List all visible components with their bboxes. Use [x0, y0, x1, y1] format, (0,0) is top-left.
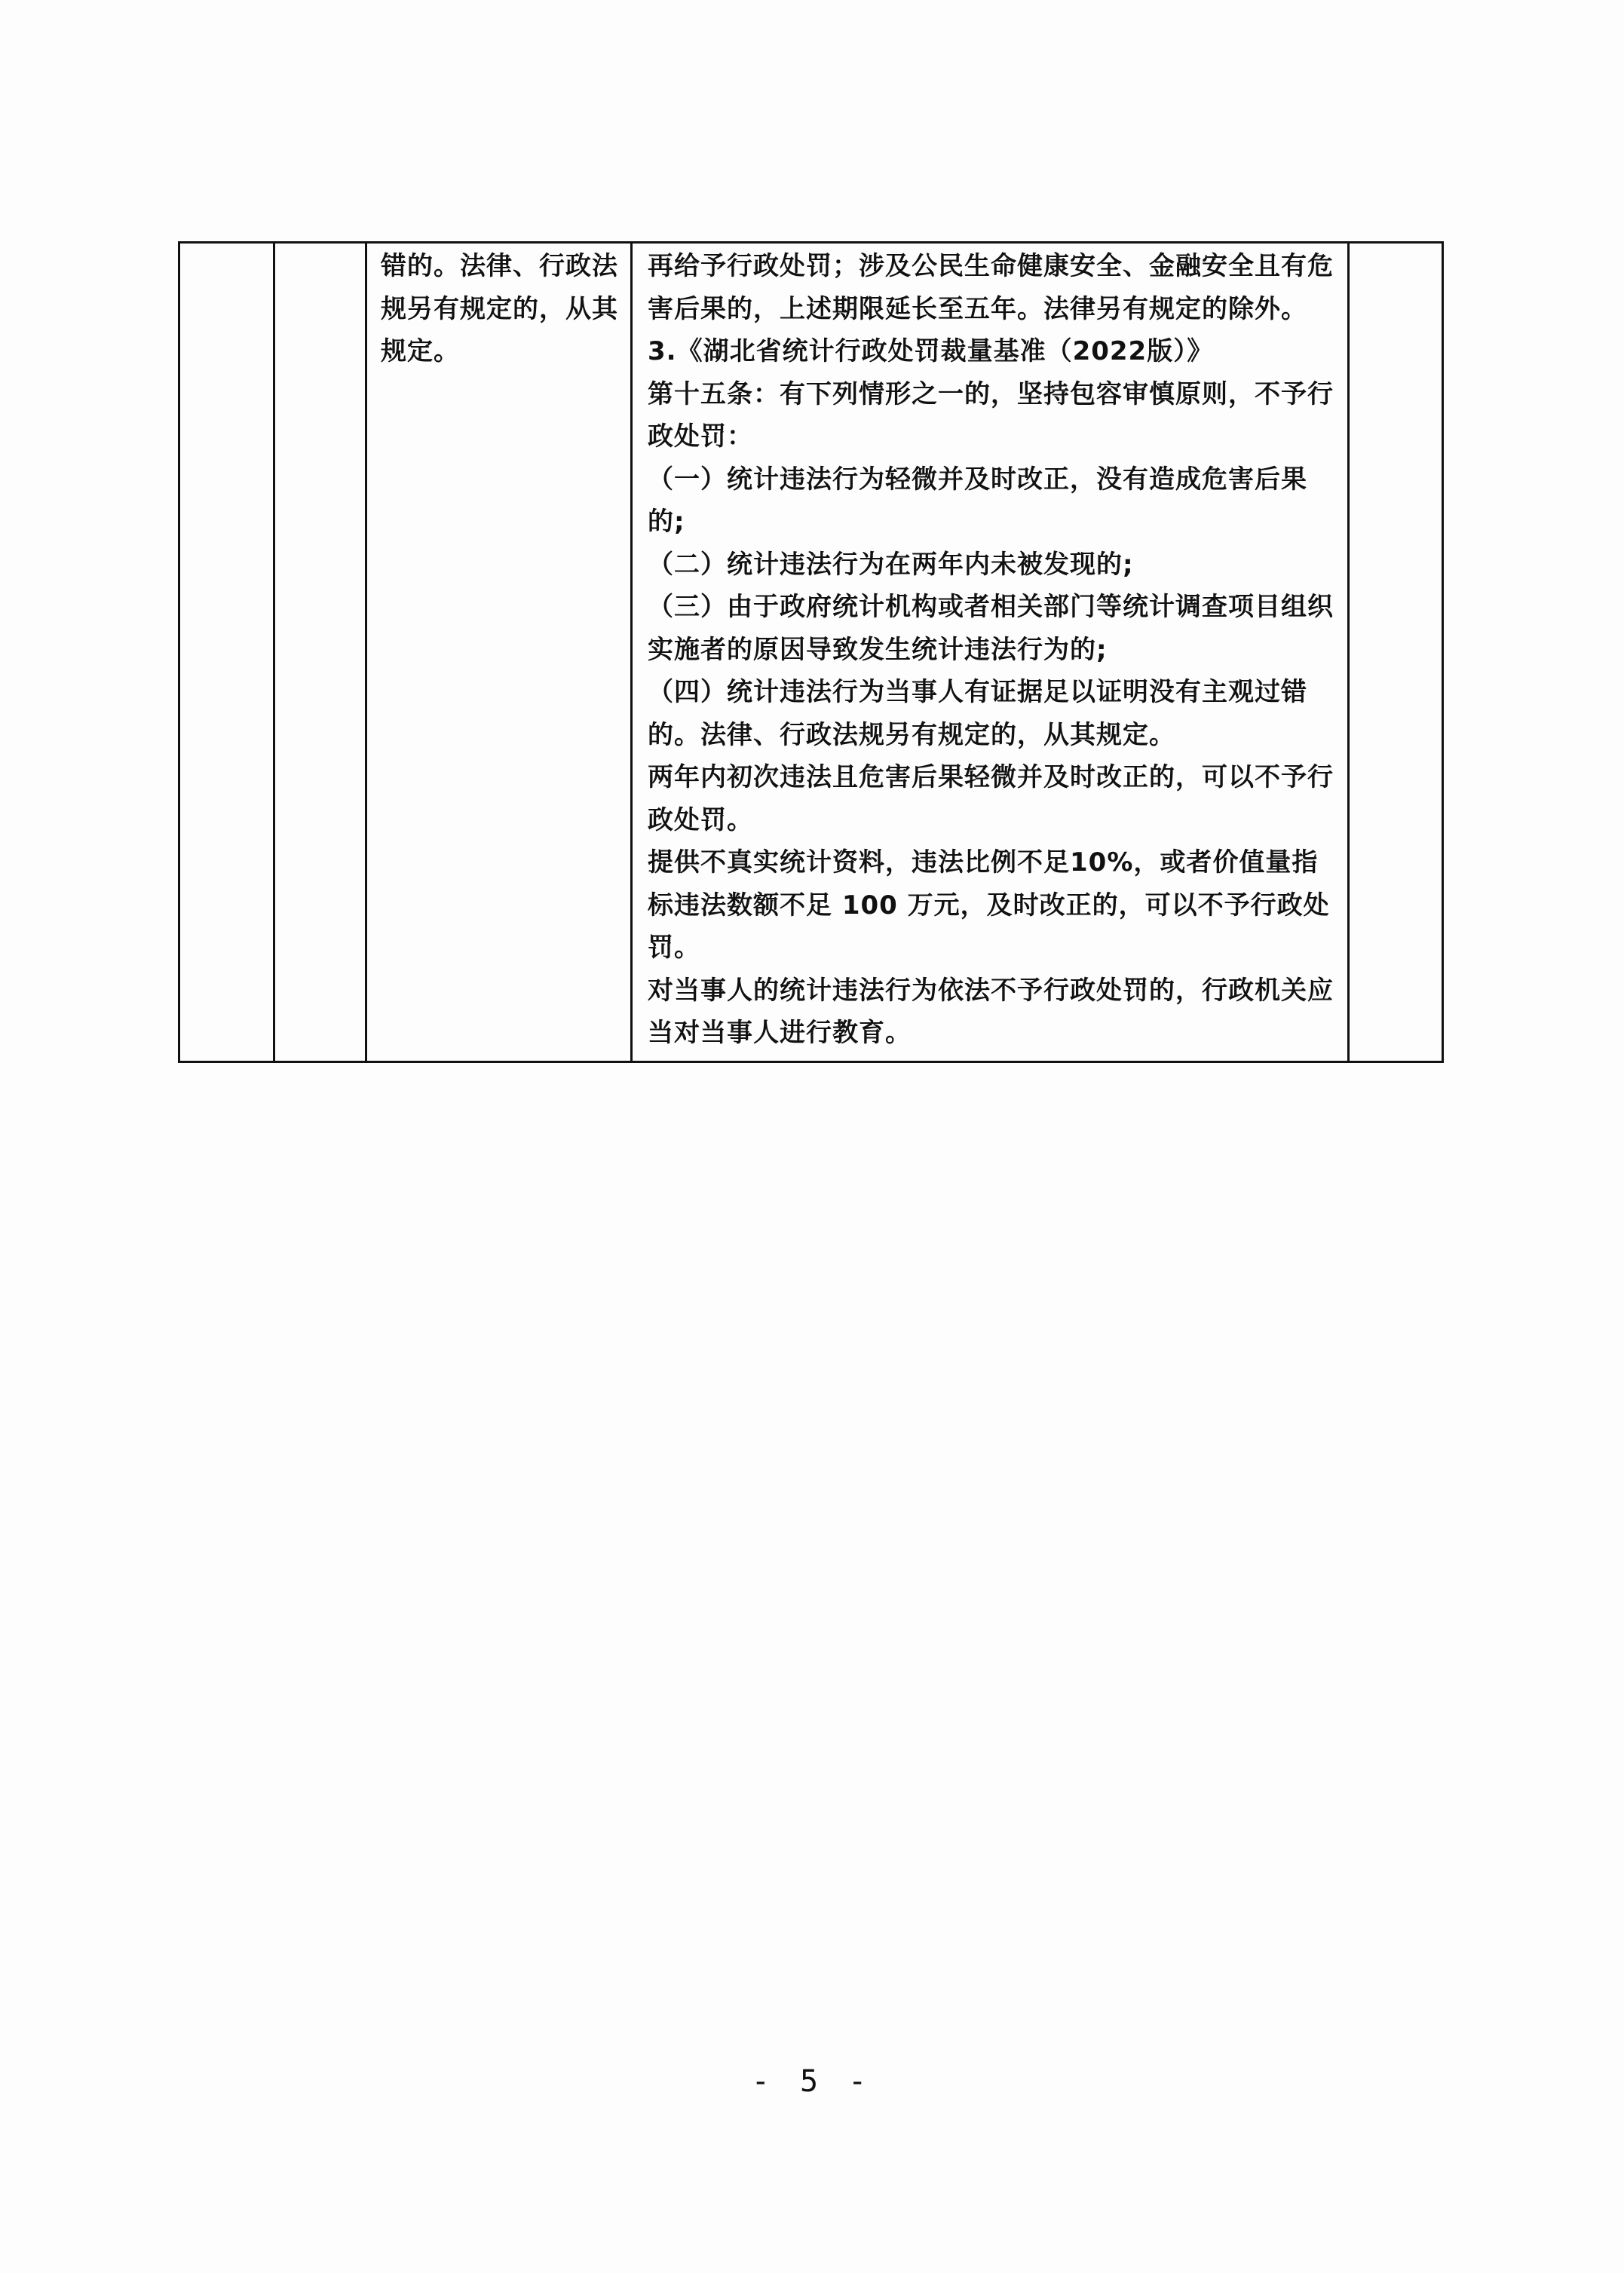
legal-basis-paragraph: （二）统计违法行为在两年内未被发现的;	[648, 549, 1134, 580]
table-cell-index	[179, 243, 274, 1062]
table-cell-condition	[366, 243, 632, 1062]
legal-basis-paragraph: 3.《湖北省统计行政处罚裁量基准（2022版）》	[648, 336, 1214, 366]
legal-basis-paragraph: 两年内初次违法且危害后果轻微并及时改正的，可以不予行政处罚。	[648, 762, 1334, 835]
legal-basis-paragraph: （三）由于政府统计机构或者相关部门等统计调查项目组织实施者的原因导致发生统计违法行为的;	[648, 592, 1334, 665]
legal-basis-paragraph: 再给予行政处罚；涉及公民生命健康安全、金融安全且有危害后果的，上述期限延长至五年。法律另有规定的除外。	[648, 251, 1334, 324]
page-number: - 5 -	[751, 2064, 873, 2099]
legal-basis-paragraph: （一）统计违法行为轻微并及时改正，没有造成危害后果的;	[648, 464, 1307, 537]
table-cell-legal-basis	[632, 243, 1349, 1062]
regulation-table	[178, 241, 1444, 1063]
legal-basis-paragraph: 第十五条：有下列情形之一的，坚持包容审慎原则，不予行政处罚：	[648, 378, 1334, 452]
condition-text: 错的。法律、行政法规另有规定的，从其规定。	[381, 251, 618, 366]
table-cell-notes	[1349, 243, 1443, 1062]
table-cell-item	[274, 243, 366, 1062]
legal-basis-text	[633, 244, 1347, 1061]
table-row	[179, 243, 1443, 1062]
legal-basis-paragraph: 对当事人的统计违法行为依法不予行政处罚的，行政机关应当对当事人进行教育。	[648, 975, 1334, 1048]
legal-basis-paragraph: 提供不真实统计资料，违法比例不足10%，或者价值量指标违法数额不足 100 万元，及时改正的，可以不予行政处罚。	[648, 847, 1330, 963]
legal-basis-paragraph: （四）统计违法行为当事人有证据足以证明没有主观过错的。法律、行政法规另有规定的，从其规定。	[648, 677, 1307, 750]
